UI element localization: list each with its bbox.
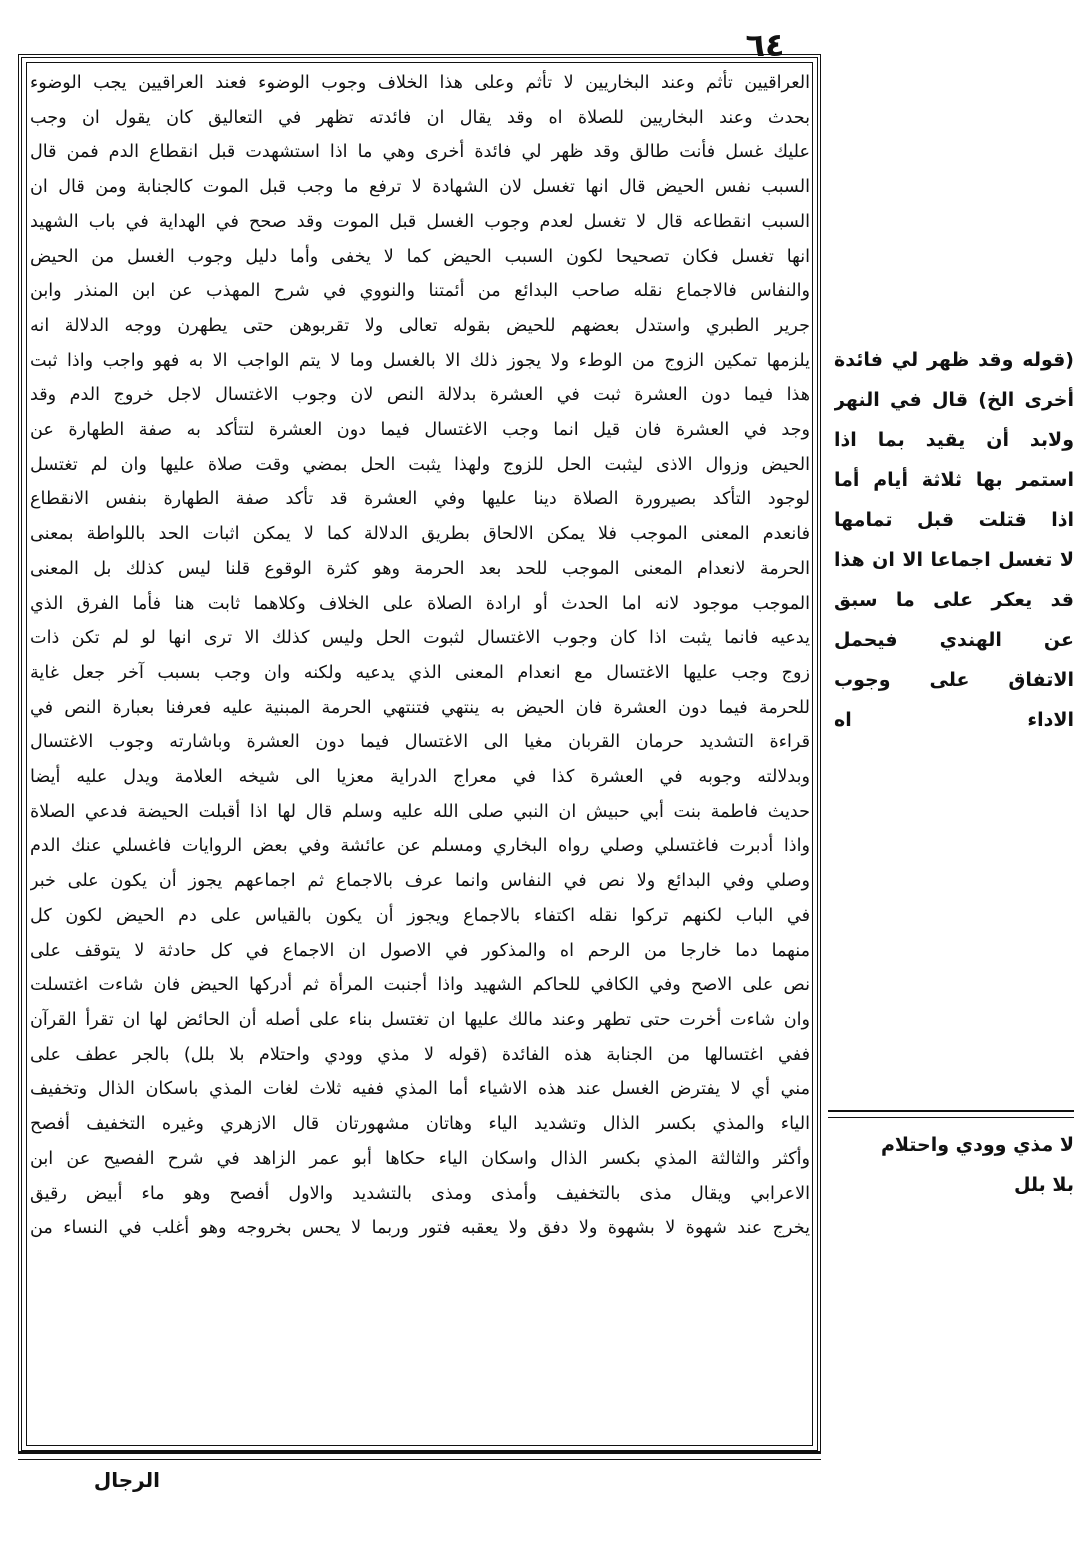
margin-separator-thin bbox=[828, 1117, 1074, 1118]
text-line: يلزمها تمكين الزوج من الوطء ولا يجوز ذلك الا بالغسل وما لا يتم الواجب الا به فهو واجب واذا ثبت bbox=[30, 350, 810, 371]
text-line: في الباب لكنهم تركوا نقله اكتفاء بالاجماع ويجوز أن يكون بالقياس على دم الحيض لكون كل bbox=[30, 905, 810, 926]
text-line: لوجود التأكد بصيرورة الصلاة دينا عليها وفي العشرة قد تأكد صفة الطهارة بنفس الانقطاع bbox=[30, 489, 810, 510]
text-line: الاعرابي ويقال مذى بالتخفيف وأمذى ومذى بالتشديد والاول أفصح وهو ماء أبيض رقيق bbox=[30, 1183, 810, 1204]
text-line: والنفاس فالاجماع نقله صاحب البدائع من أئمتنا والنووي في شرح المهذب عن ابن المنذر وابن bbox=[30, 281, 810, 302]
margin-note-1 bbox=[834, 340, 1074, 740]
text-line: وصلي وفي البدائع ولا نص في النفاس وانما عرف بالاجماع ثم اجماعهم يجوز أن يكون على خبر bbox=[30, 871, 810, 892]
text-line: وان شاءت أخرت حتى تطهر وعند مالك عليها ان تغتسل بناء على أصله أن الحائض لها ان تقرأ القرآن bbox=[30, 1009, 810, 1030]
margin-note-line: لا مذي وودي واحتلام bbox=[880, 1134, 1074, 1156]
margin-note-line: لا تغسل اجماعا الا ان هذا bbox=[834, 549, 1074, 571]
margin-note-line: بلا بلل bbox=[1013, 1174, 1074, 1196]
margin-separator bbox=[828, 1110, 1074, 1112]
text-line: قراءة التشديد حرمان القربان مغيا الى الاغتسال فيما دون العشرة وباشارته وجوب الاغتسال bbox=[30, 732, 810, 753]
text-line: واذا أدبرت فاغتسلي وصلي رواه البخاري ومسلم عن عائشة وفي بعض الروايات فاغسلي عنك الدم bbox=[30, 836, 810, 857]
margin-note-line: ولابد أن يقيد بما اذا bbox=[834, 429, 1074, 451]
text-line: منهما دما خارجا من الرحم اه والمذكور في الاصول ان الاجماع في كل حادثة لا يتوقف على bbox=[30, 940, 810, 961]
text-line: وأكثر والثالثة المذي بكسر الذال واسكان الياء حكاها أبو عمر الزاهد في شرح الفصيح عن ابن bbox=[30, 1148, 810, 1169]
text-line: الياء والمذي بكسر الذال وتشديد الياء وهاتان مشهورتان قال الازهري وغيره التخفيف أفصح bbox=[30, 1114, 810, 1135]
margin-note-line: (قوله وقد ظهر لي فائدة bbox=[834, 349, 1074, 371]
text-line: الموجب موجود لانه اما الحدث أو ارادة الصلاة على الخلاف وكلاهما ثابت هنا فأما الفرق الذي bbox=[30, 593, 810, 614]
bottom-rule bbox=[18, 1451, 821, 1460]
margin-note-line: قد يعكر على ما سبق bbox=[834, 589, 1074, 611]
margin-note-line: أخرى الخ) قال في النهر bbox=[834, 389, 1074, 411]
text-line: بحدث وعند البخاريين للصلاة اه وقد يقال ان فائدته تظهر في التعاليق كان يقول ان وجب bbox=[30, 107, 810, 128]
text-line: يخرج عند شهوة لا بشهوة ولا دفق ولا يعقبه فتور وربما لا يحس بخروجه وهو أغلب في النساء من bbox=[30, 1218, 810, 1239]
main-text-block bbox=[30, 66, 810, 1246]
margin-note-line: اذا قتلت قبل تمامها bbox=[834, 509, 1074, 531]
page-number: ٦٤ bbox=[745, 26, 785, 64]
margin-note-2 bbox=[834, 1125, 1074, 1205]
text-line: وبدلالته وجوبه في العشرة كذا في معراج الدراية معزيا الى شيخه العلامة ويدل عليه أيضا bbox=[30, 767, 810, 788]
text-line: هذا فيما دون العشرة ثبت في العشرة بدلالة النص لان وجوب الاغتسال لاجل خروج الدم وقد bbox=[30, 385, 810, 406]
margin-note-line: الاتفاق على وجوب bbox=[834, 669, 1074, 691]
text-line: الحرمة لانعدام المعنى الموجب للحد بعد الحرمة وهو كثرة الوقوع قلنا ليس كذلك بل المعنى bbox=[30, 558, 810, 579]
text-line: وجد في العشرة فان قيل انما وجب الاغتسال فيما دون العشرة لتتأكد به صفة الطهارة عن bbox=[30, 420, 810, 441]
text-line: حديث فاطمة بنت أبي حبيش ان النبي صلى الله عليه وسلم قال لها اذا أقبلت الحيضة فدعي الصلاة bbox=[30, 801, 810, 822]
catchword: الرجال bbox=[93, 1468, 160, 1492]
text-line: ففي اغتسالها من الجنابة هذه الفائدة (قوله لا مذي وودي واحتلام بلا بلل) بالجر عطف على bbox=[30, 1044, 810, 1065]
text-line: زوج وجب عليها الاغتسال مع انعدام المعنى الذي يدعيه ولكنه وان وجب بسبب آخر جعل غاية bbox=[30, 662, 810, 683]
margin-note-line: الاداء اه bbox=[834, 709, 1074, 731]
text-line: جرير الطبري واستدل بعضهم للحيض بقوله تعالى ولا تقربوهن حتى يطهرن ووجه الدلالة انه bbox=[30, 315, 810, 336]
margin-note-line: عن الهندي فيحمل bbox=[834, 629, 1074, 651]
text-line: العراقيين تأثم وعند البخاريين لا تأثم وعلى هذا الخلاف وجوب الوضوء فعند العراقيين يجب الوضوء bbox=[30, 73, 810, 93]
text-line: نص على الاصح وفي الكافي للحاكم الشهيد واذا أجنبت المرأة ثم أدركها الحيض فان شاءت اغتسلت bbox=[30, 975, 810, 996]
text-line: الحيض وزوال الاذى ليثبت الحل للزوج ولهذا يثبت الحل بمضي وقت صلاة عليها وان لم تغتسل bbox=[30, 454, 810, 475]
text-line: يدعيه فانما يثبت اذا كان وجوب الاغتسال لثبوت الحل وليس كذلك الا ترى انها لو لم تكن ذات bbox=[30, 628, 810, 649]
text-line: مني أي لا يفترض الغسل عند هذه الاشياء أما المذي ففيه ثلاث لغات المذي باسكان الذال وتخفيف bbox=[30, 1079, 810, 1100]
margin-note-line: استمر بها ثلاثة أيام أما bbox=[834, 469, 1074, 491]
text-line: السبب نفس الحيض قال انها تغسل لان الشهادة لا ترفع ما وجب قبل الموت كالجنابة ومن قال ان bbox=[30, 177, 810, 198]
text-line: انها تغسل فكان تصحيحا لكون السبب الحيض كما لا يخفى وأما دليل وجوب الغسل من الحيض bbox=[30, 246, 810, 267]
text-line: عليك غسل فأنت طالق وقد ظهر لي فائدة أخرى وهي ما اذا استشهدت قبل انقطاع الدم فمن قال bbox=[30, 142, 810, 163]
text-line: السبب انقطاعه قال لا تغسل لعدم وجوب الغسل قبل الموت وقد صحح في الهداية في باب الشهيد bbox=[30, 211, 810, 232]
text-line: فانعدم المعنى الموجب فلا يمكن الالحاق بطريق الدلالة كما لا يمكن اثبات الحد باللواطة بمعنى bbox=[30, 524, 810, 545]
text-line: للحرمة فيما دون العشرة فان الحيض به ينتهي فتنتهي الحرمة المبنية عليه فعرفنا بعبارة النص في bbox=[30, 697, 810, 718]
